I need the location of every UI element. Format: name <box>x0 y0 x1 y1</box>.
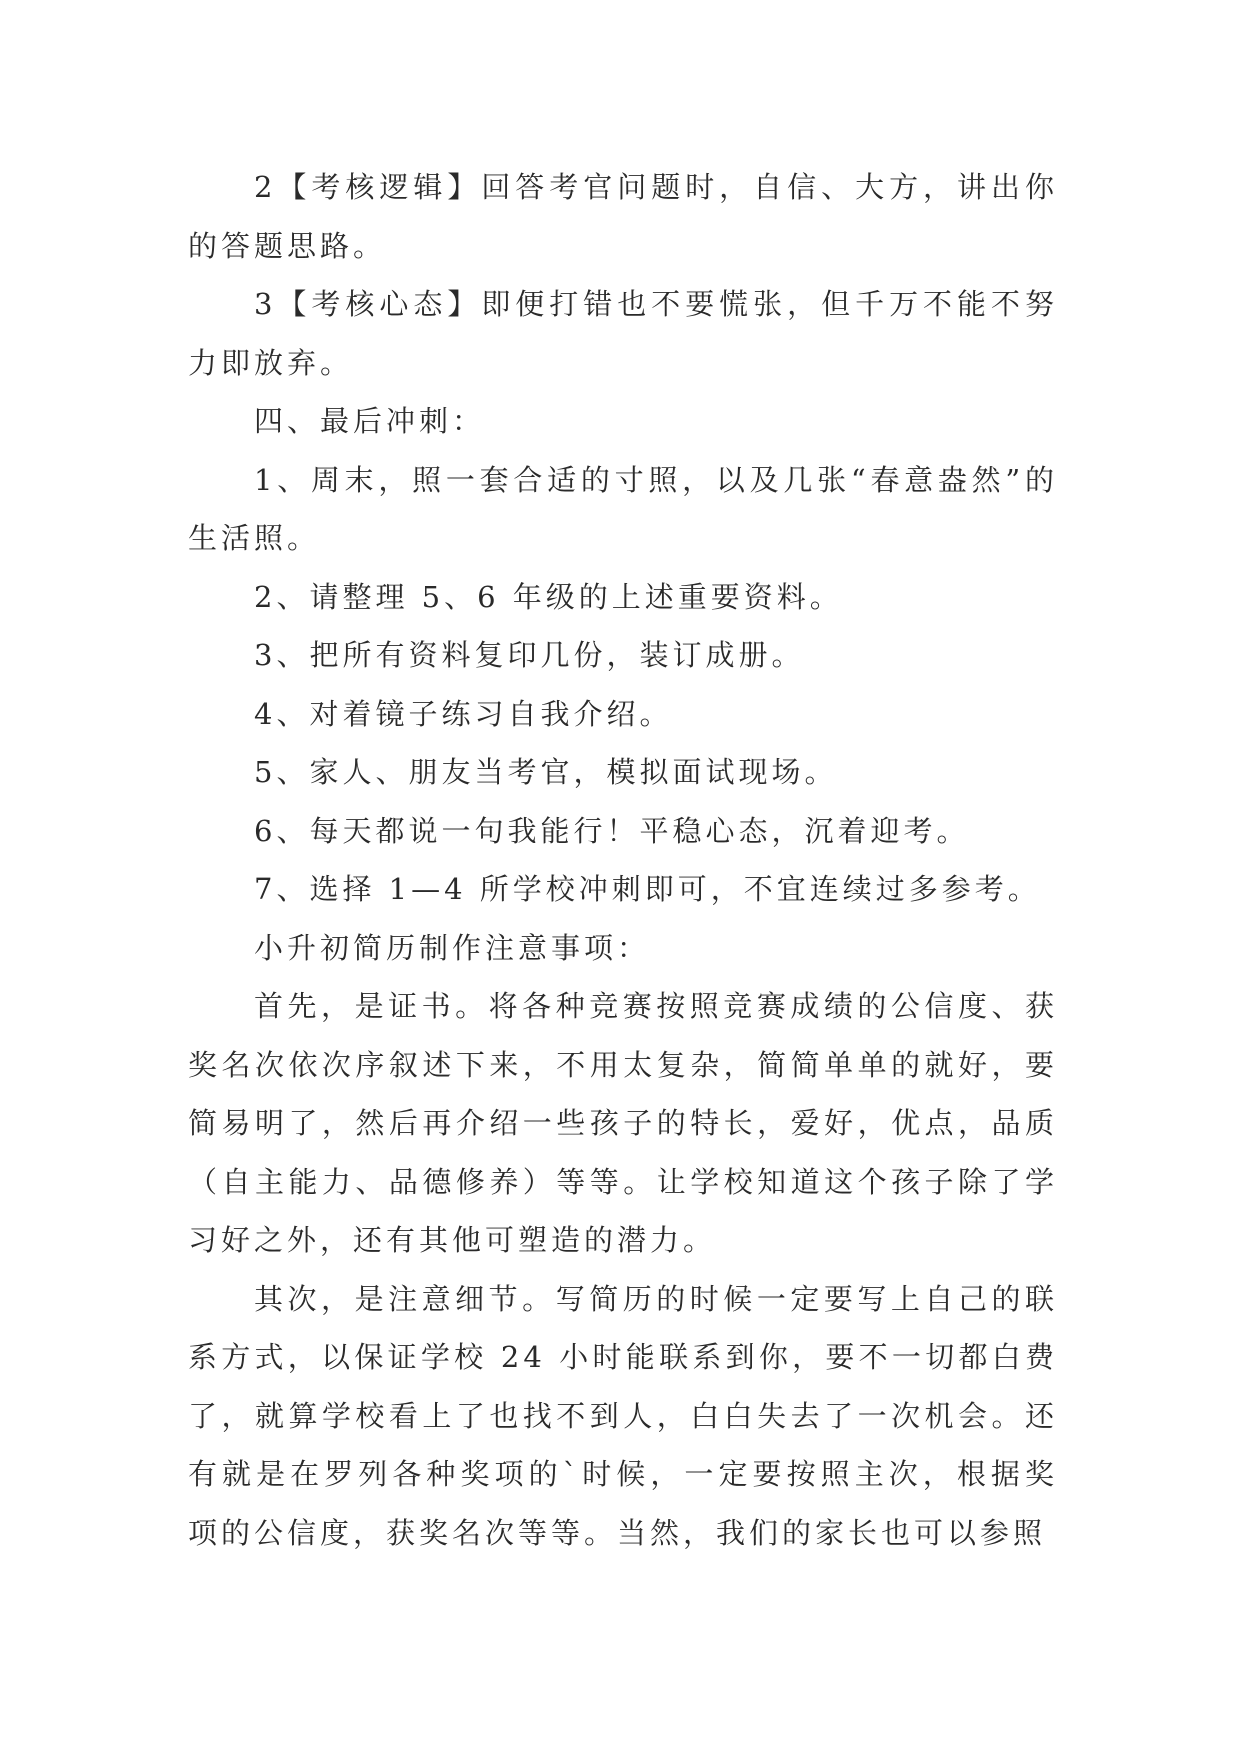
list-item-2: 2、请整理 5、6 年级的上述重要资料。 <box>254 579 843 614</box>
list-item-4: 4、对着镜子练习自我介绍。 <box>254 696 673 731</box>
list-item-1: 1、周末，照一套合适的寸照，以及几张“春意盎然”的生活照。 <box>188 462 1058 555</box>
paragraph-certificates: 首先，是证书。将各种竞赛按照竞赛成绩的公信度、获奖名次依次序叙述下来，不用太复杂，简简单单的就好，要简易明了，然后再介绍一些孩子的特长，爱好，优点，品质（自主能力、品德修养）等等。让学校知道这个孩子除了学习好之外，还有其他可塑造的潜力。 <box>188 989 1058 1257</box>
list-item-5: 5、家人、朋友当考官，模拟面试现场。 <box>254 755 838 789</box>
paragraph-assess-mindset: 3【考核心态】即便打错也不要慌张，但千万不能不努力即放弃。 <box>188 287 1058 380</box>
paragraph-details: 其次，是注意细节。写简历的时候一定要写上自己的联系方式，以保证学校 24 小时能联系到你，要不一切都白费了，就算学校看上了也找不到人，白白失去了一次机会。还有就是在罗列各种奖项的`时候，一定要按照主次，根据奖项的公信度，获奖名次等等。当然，我们的家长也可以参照 <box>188 1281 1058 1550</box>
section-heading-final-sprint: 四、最后冲刺： <box>254 404 486 438</box>
section-heading-resume-notes: 小升初简历制作注意事项： <box>254 930 651 965</box>
paragraph-assess-logic: 2【考核逻辑】回答考官问题时，自信、大方，讲出你的答题思路。 <box>188 170 1058 263</box>
list-item-7: 7、选择 1—4 所学校冲刺即可，不宜连续过多参考。 <box>254 872 1041 906</box>
list-item-6: 6、每天都说一句我能行！平稳心态，沉着迎考。 <box>254 813 970 848</box>
document-page <box>188 158 1058 1562</box>
list-item-3: 3、把所有资料复印几份，装订成册。 <box>254 638 805 672</box>
